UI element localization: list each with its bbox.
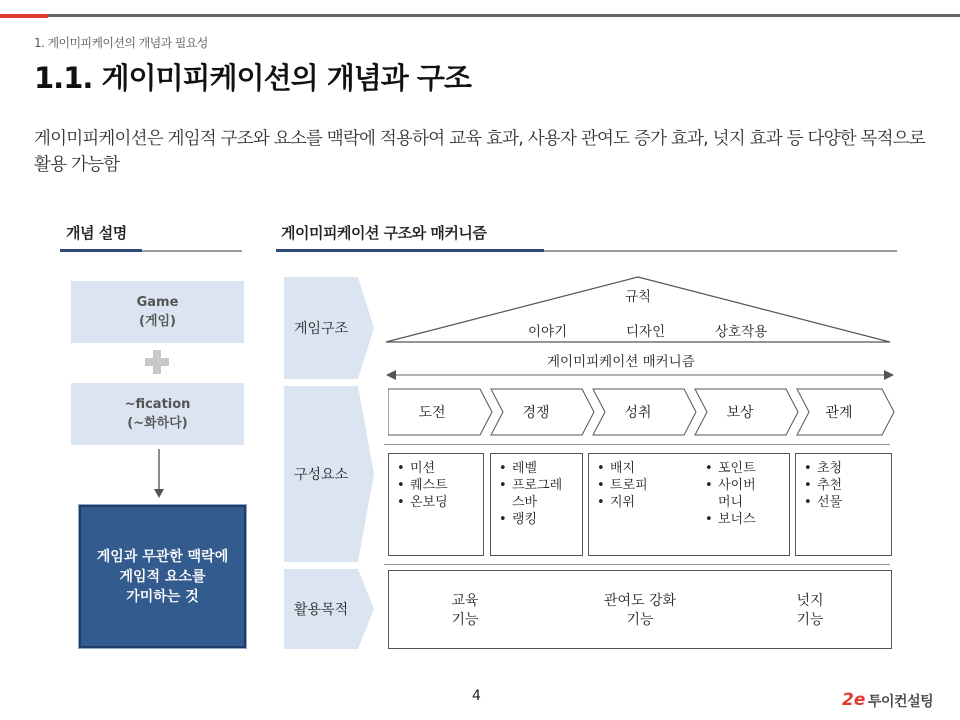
fication-concept-box: ~fication (~화하다) — [71, 383, 244, 445]
row-label-structure-text: 게임구조 — [294, 321, 349, 337]
list-item: • 사이버 머니 — [703, 477, 756, 511]
elements-achievement-list — [595, 460, 648, 511]
page-number: 4 — [472, 688, 481, 704]
gamification-definition-box: 게임과 무관한 맥락에 게임적 요소를 가미하는 것 — [79, 505, 246, 648]
elements-relationship-list — [802, 460, 891, 511]
right-section-heading: 게이미피케이션 구조와 매커니즘 — [281, 224, 487, 242]
row-label-purpose-text: 활용목적 — [294, 602, 349, 618]
plus-icon — [143, 348, 171, 376]
purpose-engagement: 관여도 강화 기능 — [603, 593, 677, 628]
list-item: • 랭킹 — [497, 511, 582, 528]
down-arrow-icon — [152, 449, 166, 499]
chevron-challenge: 도전 — [418, 405, 446, 421]
page-title: 1.1. 게이미피케이션의 개념과 구조 — [34, 61, 471, 95]
elements-competition-box — [490, 453, 583, 556]
list-item: • 트로피 — [595, 477, 648, 494]
chevron-relationship: 관계 — [825, 405, 853, 421]
chevron-achievement: 성취 — [624, 405, 652, 421]
elements-reward-list — [703, 460, 756, 528]
intro-paragraph: 게이미피케이션은 게임적 구조와 요소를 맥락에 적용하여 교육 효과, 사용자 관여도 증가 효과, 넛지 효과 등 다양한 목적으로 활용 가능함 — [34, 129, 925, 175]
row-label-components-text: 구성요소 — [294, 467, 349, 483]
row-label-structure — [284, 277, 376, 379]
triangle-item-design: 디자인 — [626, 324, 666, 340]
list-item: • 레벨 — [497, 460, 582, 477]
left-section-heading: 개념 설명 — [66, 224, 127, 242]
svg-text:2e: 2e — [842, 690, 866, 710]
row-label-components — [284, 386, 376, 562]
mechanism-label: 게이미피케이션 매커니즘 — [547, 354, 695, 370]
top-accent-bar — [0, 14, 48, 18]
chevron-competition: 경쟁 — [522, 405, 550, 421]
purpose-nudge: 넛지 기능 — [796, 593, 824, 628]
company-logo-text: 투이컨설팅 — [868, 694, 934, 710]
triangle-item-story: 이야기 — [528, 324, 568, 340]
list-item: • 보너스 — [703, 511, 756, 528]
elements-challenge-list — [395, 460, 483, 511]
elements-competition-list — [497, 460, 582, 528]
elements-relationship-box — [795, 453, 892, 556]
company-logo-mark — [842, 688, 866, 710]
double-arrow-icon — [386, 367, 894, 381]
game-concept-box: Game (게임) — [71, 281, 244, 343]
list-item: • 미션 — [395, 460, 483, 477]
elements-achievement-reward-box — [588, 453, 790, 556]
list-item: • 퀘스트 — [395, 477, 483, 494]
list-item: • 포인트 — [703, 460, 756, 477]
top-divider — [0, 14, 960, 17]
right-heading-accent — [276, 249, 544, 252]
list-item: • 초청 — [802, 460, 891, 477]
purpose-education: 교육 기능 — [451, 593, 479, 628]
triangle-item-interaction: 상호작용 — [715, 324, 768, 340]
list-item: • 프로그레 스바 — [497, 477, 582, 511]
left-heading-accent — [60, 249, 142, 252]
list-item: • 추천 — [802, 477, 891, 494]
row-label-purpose — [284, 569, 376, 649]
separator — [384, 444, 890, 445]
list-item: • 지위 — [595, 494, 648, 511]
list-item: • 온보딩 — [395, 494, 483, 511]
elements-challenge-box — [388, 453, 484, 556]
chevron-reward: 보상 — [726, 405, 754, 421]
list-item: • 배지 — [595, 460, 648, 477]
separator — [384, 564, 890, 565]
triangle-top-label: 규칙 — [625, 289, 652, 305]
list-item: • 선물 — [802, 494, 891, 511]
breadcrumb: 1. 게이미피케이션의 개념과 필요성 — [34, 36, 208, 50]
